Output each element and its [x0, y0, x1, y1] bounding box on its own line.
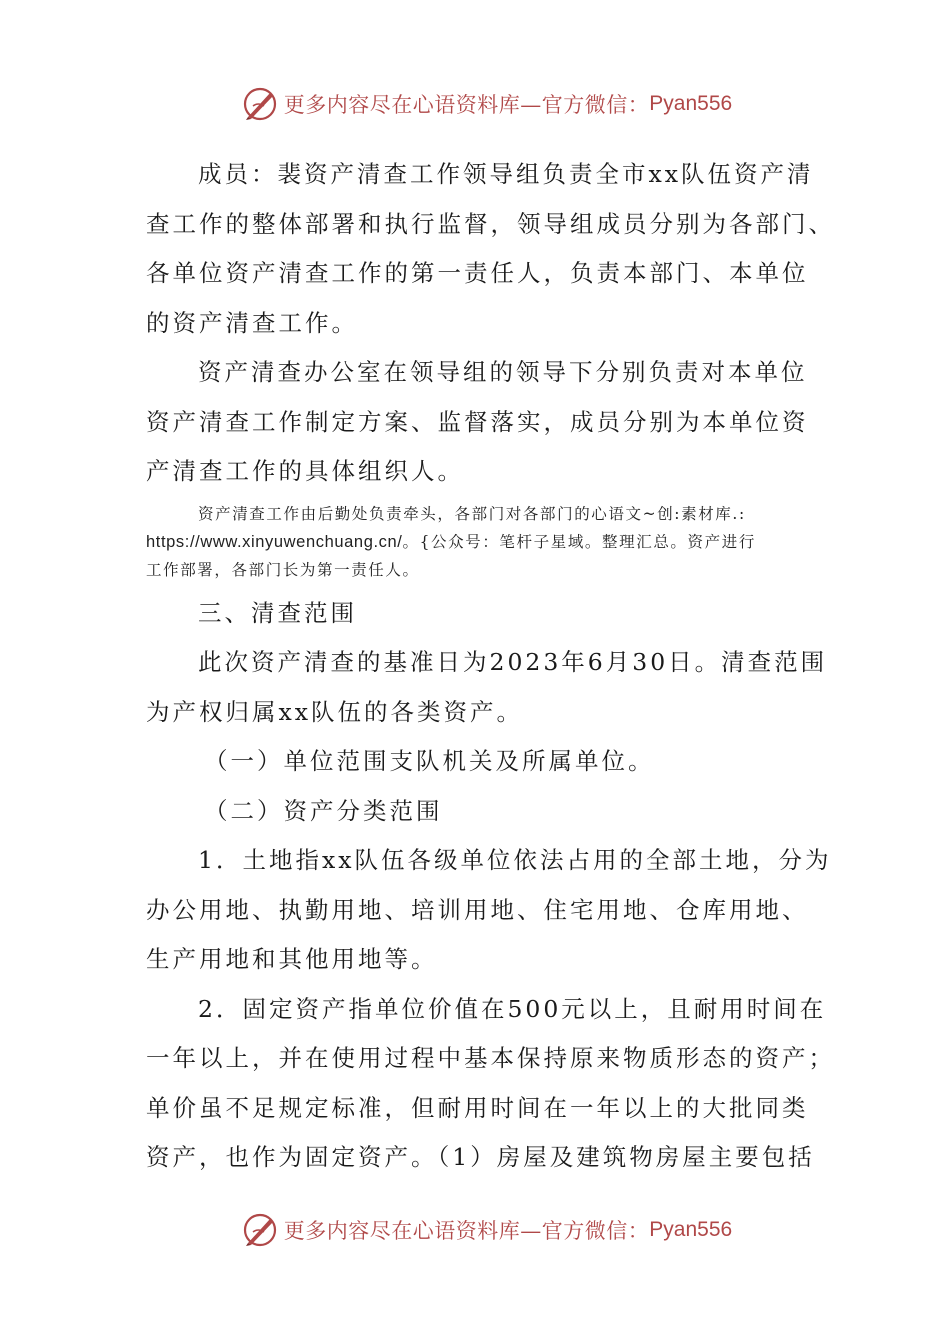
- paragraph-line: 2．固定资产指单位价值在500元以上，且耐用时间在: [198, 994, 827, 1023]
- banner-text: 更多内容尽在心语资料库—官方微信：: [283, 93, 650, 117]
- banner-wechat-id: Pyan556: [649, 92, 733, 115]
- paragraph-line: 一年以上，并在使用过程中基本保持原来物质形态的资产；: [146, 1044, 835, 1072]
- paragraph-line: 资产清查办公室在领导组的领导下分别负责对本单位: [198, 358, 808, 386]
- document-body: [146, 150, 835, 1183]
- section-heading: 三、清查范围: [198, 598, 357, 627]
- note-line: 工作部署，各部门长为第一责任人。: [146, 560, 420, 579]
- banner-wechat-id: Pyan556: [649, 1218, 733, 1241]
- banner-text: 更多内容尽在心语资料库—官方微信：: [283, 1219, 650, 1243]
- subsection-heading: （一）单位范围支队机关及所属单位。: [204, 747, 655, 775]
- paragraph-line: 资产，也作为固定资产。（1）房屋及建筑物房屋主要包括: [146, 1143, 815, 1171]
- pen-logo-icon: [240, 84, 280, 124]
- header-banner: [0, 80, 950, 128]
- paragraph-line: 1．土地指xx队伍各级单位依法占用的全部土地，分为: [198, 846, 832, 874]
- note-line: [146, 528, 806, 556]
- inserted-note: [146, 500, 806, 584]
- subsection-heading: （二）资产分类范围: [204, 796, 443, 825]
- paragraph-line: 为产权归属xx队伍的各类资产。: [146, 697, 524, 726]
- paragraph-line: 成员：裴资产清查工作领导组负责全市xx队伍资产清: [198, 160, 814, 188]
- paragraph-line: 查工作的整体部署和执行监督，领导组成员分别为各部门、: [146, 209, 835, 238]
- paragraph-line: 此次资产清查的基准日为2023年6月30日。清查范围: [198, 648, 828, 676]
- paragraph-line: 产清查工作的具体组织人。: [146, 457, 464, 485]
- paragraph-line: 的资产清查工作。: [146, 308, 358, 337]
- note-line: 资产清查工作由后勤处负责牵头，各部门对各部门的心语文~创:素材库.:: [198, 504, 746, 523]
- paragraph-line: 生产用地和其他用地等。: [146, 945, 438, 973]
- paragraph-line: 办公用地、执勤用地、培训用地、住宅用地、仓库用地、: [146, 895, 809, 924]
- note-text: 。{公众号：笔杆子星域。整理汇总。资产进行: [402, 532, 756, 551]
- footer-banner: [0, 1206, 950, 1254]
- paragraph-line: 单价虽不足规定标准，但耐用时间在一年以上的大批同类: [146, 1093, 809, 1122]
- pen-logo-icon: [240, 1210, 280, 1250]
- url-link[interactable]: https://www.xinyuwenchuang.cn/: [146, 532, 403, 551]
- paragraph-line: 资产清查工作制定方案、监督落实，成员分别为本单位资: [146, 407, 809, 436]
- paragraph-line: 各单位资产清查工作的第一责任人，负责本部门、本单位: [146, 259, 809, 287]
